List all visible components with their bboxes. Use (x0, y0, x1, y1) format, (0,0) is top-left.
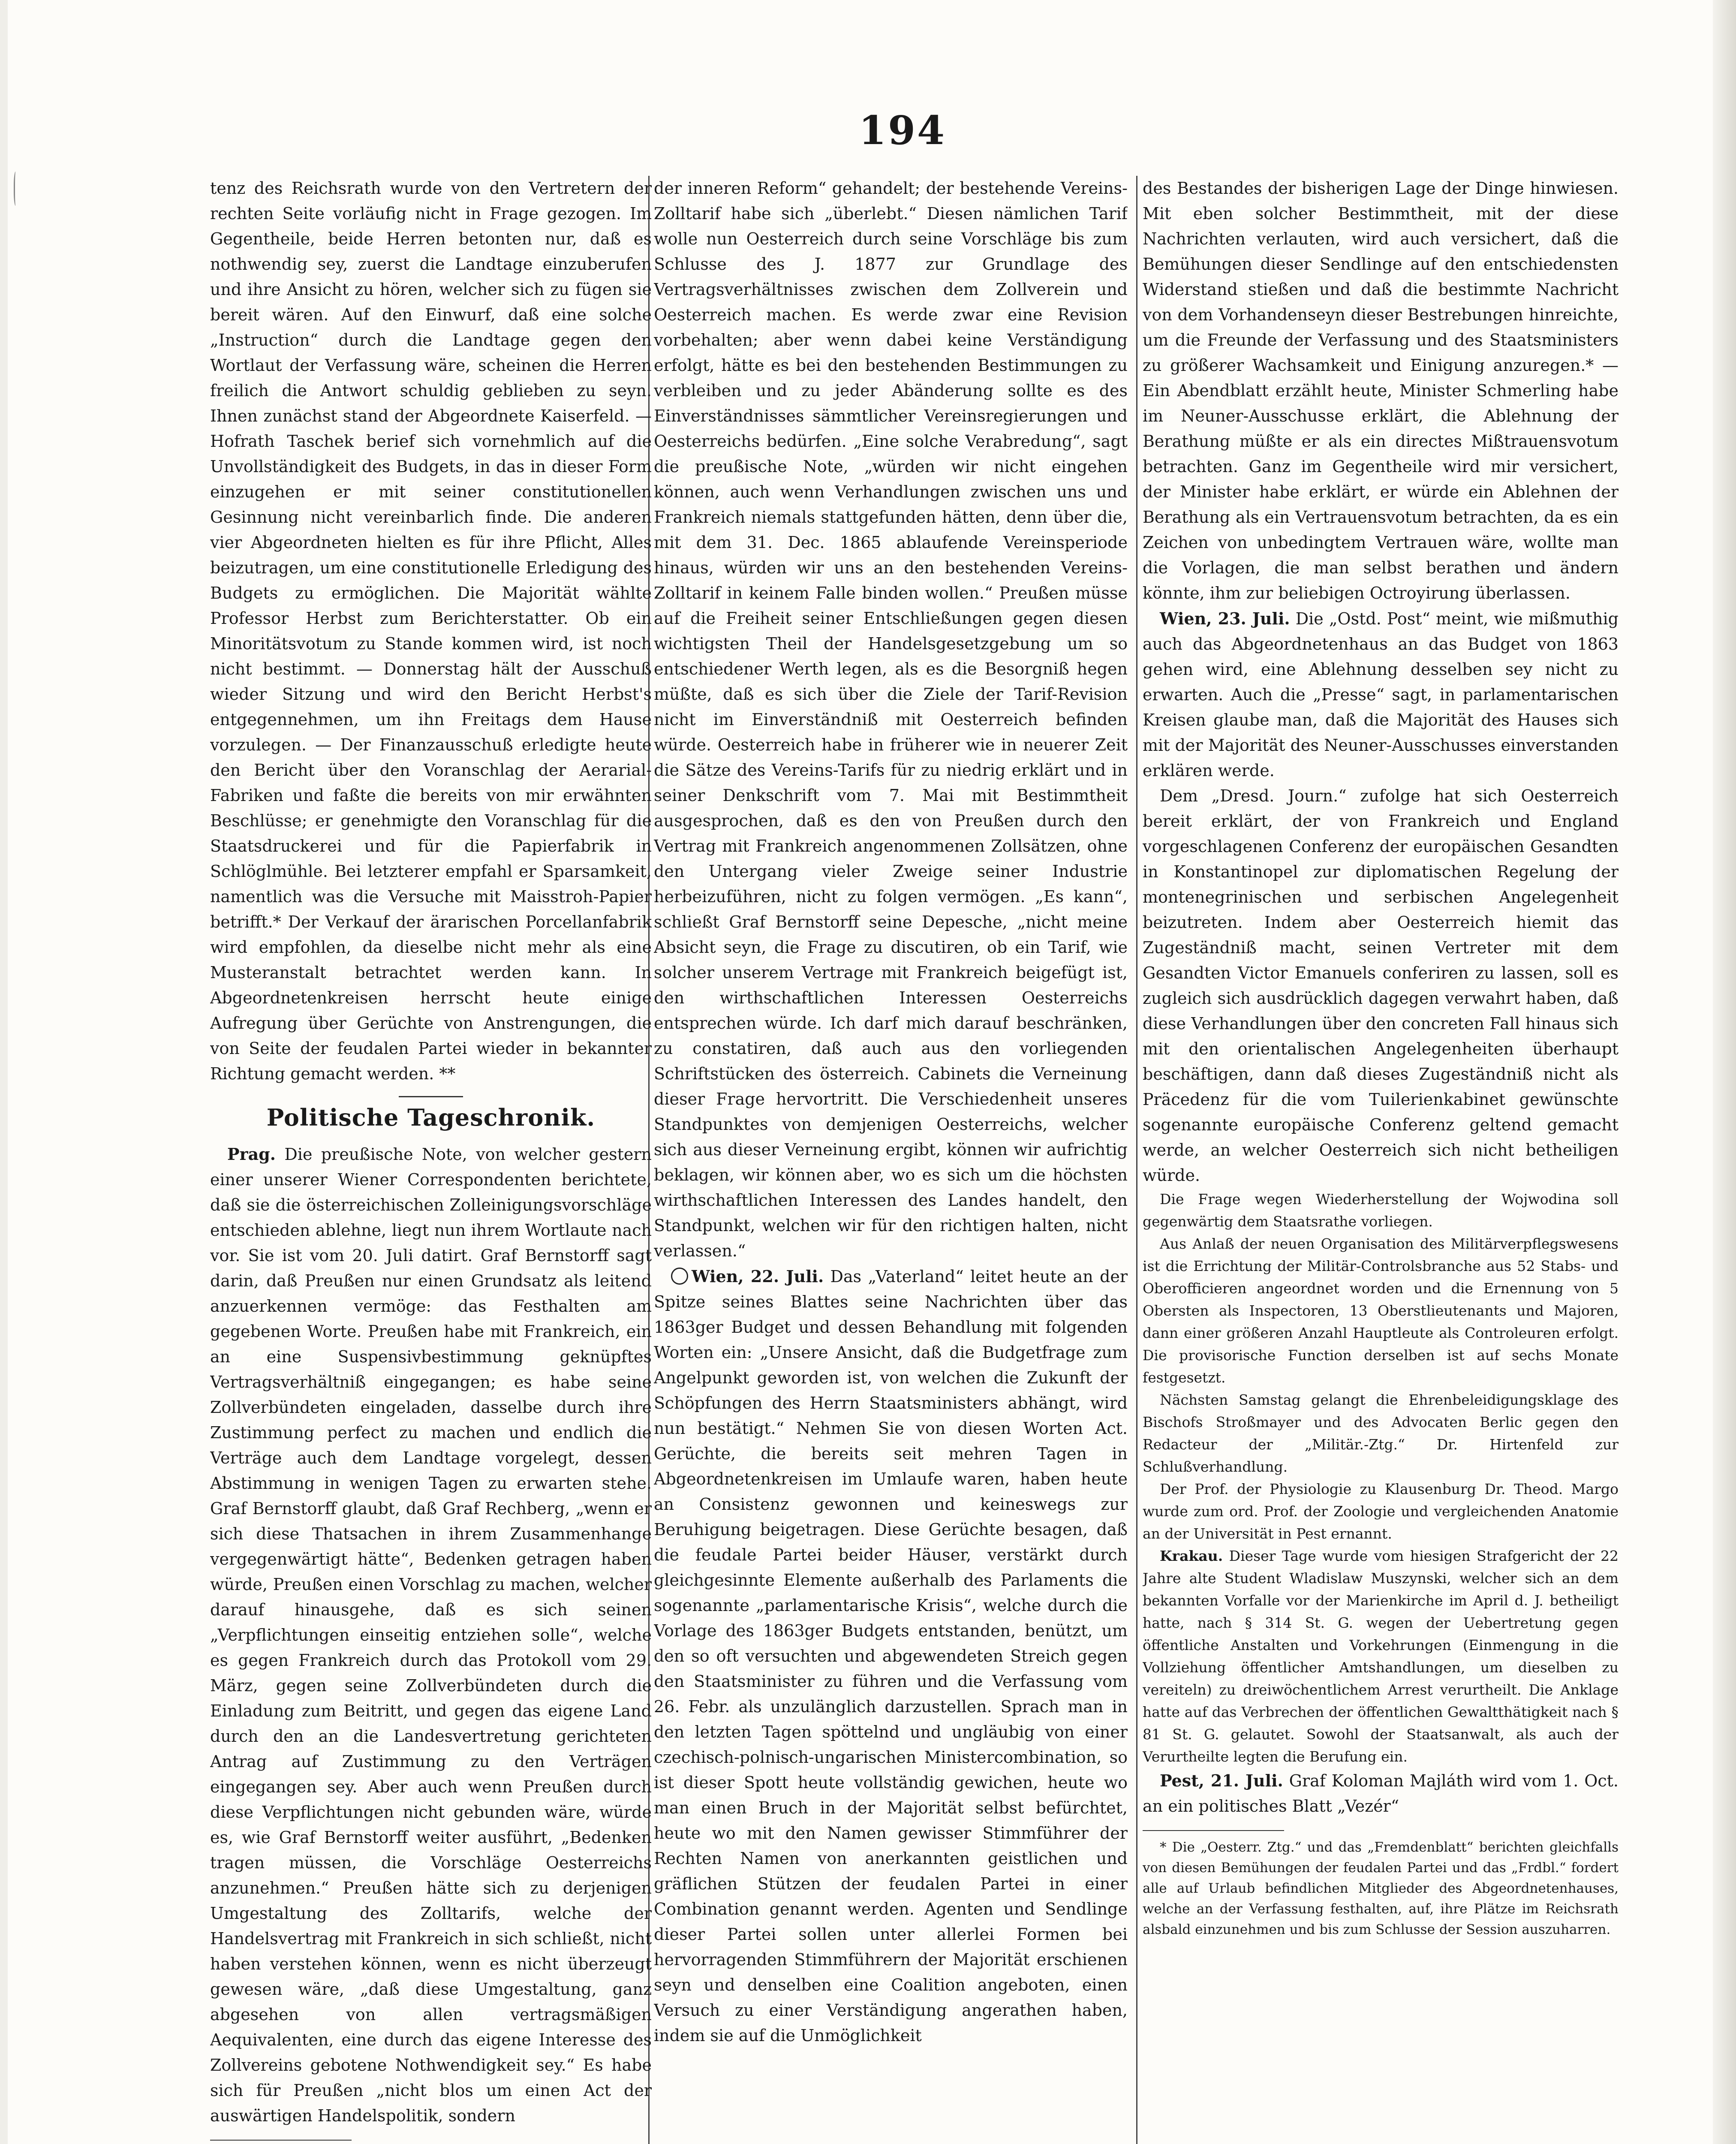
article-continuation: tenz des Reichsrath wurde von den Vertretern der rechten Seite vorläufig nicht in Frage gezogen. Im Gegentheile, beide Herren betonten nur, daß es nothwendig sey, zuerst die Landtage einzuberufen und ihre Ansicht zu hören, welcher sich zu fügen sie bereit wären. Auf den Einwurf, daß eine solche „Instruction“ durch die Landtage gegen den Wortlaut der Verfassung wäre, scheinen die Herren freilich die Antwort schuldig geblieben zu seyn. Ihnen zunächst stand der Abgeordnete Kaiserfeld. — Hofrath Taschek berief sich vornehmlich auf die Unvollständigkeit des Budgets, in das in dieser Form einzugehen er mit seiner constitutionellen Gesinnung nicht vereinbarlich finde. Die anderen vier Abgeordneten hielten es für ihre Pflicht, Alles beizutragen, um eine constitutionelle Erledigung des Budgets zu ermöglichen. Die Majorität wählte Professor Herbst zum Berichterstatter. Ob ein Minoritätsvotum zu Stande kommen wird, ist noch nicht bestimmt. — Donnerstag hält der Ausschuß wieder Sitzung und wird den Bericht Herbst's entgegennehmen, um ihn Freitags dem Hause vorzulegen. — Der Finanzausschuß erledigte heute den Bericht über den Voranschlag der Aerarial-Fabriken und faßte die bereits von mir erwähnten Beschlüsse; er genehmigte den Voranschlag für die Staatsdruckerei und für die Papierfabrik in Schlöglmühle. Bei letzterer empfahl er Sparsamkeit, namentlich was die Versuche mit Maisstroh-Papier betrifft.* Der Verkauf der ärarischen Porcellanfabrik wird empfohlen, da dieselbe nicht mehr als eine Musteranstalt betrachtet werden kann. In Abgeordnetenkreisen herrscht heute einige Aufregung über Gerüchte von Anstrengungen, die von Seite der feudalen Partei wieder in bekannter Richtung gemacht werden. ** (210, 179, 652, 1083)
footnote-3: * Die „Oesterr. Ztg.“ und das „Fremdenblatt“ berichten gleichfalls von diesen Bemühungen der feudalen Partei und das „Frdbl.“ fordert alle auf Urlaub befindlichen Mitglieder des Abgeordnetenhauses, welche an der Verfassung festhalten, auf, ihre Plätze im Reichsrath alsbald einzunehmen und bis zum Schlusse der Session auszuharren. (1143, 1840, 1619, 1937)
footnote-divider (210, 2140, 352, 2141)
section-divider (399, 1096, 463, 1097)
dateline-pest: Pest, 21. Juli. (1160, 1771, 1283, 1790)
article-wien-23-text: Die „Ostd. Post“ meint, wie mißmuthig auch das Abgeordnetenhaus an das Budget von 1863 gehen wird, eine Ablehnung desselben sey nicht zu erwarten. Auch die „Presse“ sagt, in parlamentarischen Kreisen glaube man, daß die Majorität des Hauses sich mit der Majorität des Neuner-Ausschusses einverstanden erklären werde. (1143, 609, 1619, 780)
section-title: Politische Tageschronik. (266, 1104, 596, 1131)
notice-wojwodina: Die Frage wegen Wiederherstellung der Wojwodina soll gegenwärtig dem Staatsrathe vorliegen. (1143, 1191, 1619, 1230)
article-wien-23 (1143, 606, 1619, 783)
correspondent-circle-icon (671, 1268, 688, 1285)
article-dresd-journ: Dem „Dresd. Journ.“ zufolge hat sich Oesterreich bereit erklärt, der von Frankreich und England vorgeschlagenen Conferenz der europäischen Gesandten in Konstantinopel zur diplomatischen Regelung der montenegrinischen und serbischen Angelegenheit beizutreten. Indem aber Oesterreich hiemit das Zugeständniß macht, seinen Vertreter mit dem Gesandten Victor Emanuels conferiren zu lassen, soll es zugleich sich ausdrücklich dagegen verwahrt haben, daß diese Verhandlungen über den concreten Fall hinaus sich mit den orientalischen Angelegenheiten überhaupt beschäftigen, dann daß dieses Zugeständniß nicht als Präcedenz für die vom Tuilerienkabinet gewünschte sogenannte europäische Conferenz geltend gemacht werde, an welcher Oesterreich sich nicht betheiligen würde. (1143, 786, 1619, 1185)
article-wien-22 (654, 1264, 1128, 2048)
article-wien-22-text: Das „Vaterland“ leitet heute an der Spitze seines Blattes seine Nachrichten über das 1863ger Budget und dessen Behandlung mit folgenden Worten ein: „Unsere Ansicht, daß die Budgetfrage zum Angelpunkt geworden ist, von welchen die Zukunft der Schöpfungen des Herrn Staatsministers abhängt, wird nun bestätigt.“ Nehmen Sie von diesen Worten Act. Gerüchte, die bereits seit mehren Tagen in Abgeordnetenkreisen im Umlaufe waren, haben heute an Consistenz gewonnen und keineswegs zur Beruhigung beigetragen. Diese Gerüchte besagen, daß die feudale Partei beider Häuser, verstärkt durch gleichgesinnte Elemente außerhalb des Parlaments die sogenannte „parlamentarische Krisis“, welche durch die Vorlage des 1863ger Budgets entstanden, benützt, um den so oft versuchten und abgewendeten Streich gegen den Staatsminister zu führen und die Verfassung vom 26. Febr. als unzulänglich darzustellen. Sprach man in den letzten Tagen spöttelnd und ungläubig von einer czechisch-polnisch-ungarischen Ministercombination, so ist dieser Spott heute vollständig gewichen, heute wo man einen Bruch in der Majorität selbst befürchtet, heute wo mit den Namen gewisser Stimmführer der Rechten Namen von anerkannten geistlichen und gräflichen Stützen der feudalen Partei in einer Combination genannt werden. Agenten und Sendlinge dieser Partei sollen unter allerlei Formen bei hervorragenden Stimmführern der Majorität erschienen seyn und denselben eine Coalition angeboten, einen Versuch zu einer Verständigung angerathen haben, indem sie auf die Unmöglichkeit (654, 1267, 1128, 2045)
column-1 (210, 176, 652, 2144)
article-pest-text: Graf Koloman Majláth wird vom 1. Oct. an ein politisches Blatt „Vezér“ (1143, 1771, 1619, 1816)
notice-klage: Nächsten Samstag gelangt die Ehrenbeleidigungsklage des Bischofs Stroßmayer und des Advocaten Berlic gegen den Redacteur der „Militär.-Ztg.“ Dr. Hirtenfeld zur Schlußverhandlung. (1143, 1391, 1619, 1475)
column-3 (1143, 176, 1619, 2144)
dateline-krakau: Krakau. (1160, 1548, 1223, 1564)
article-continuation-2: der inneren Reform“ gehandelt; der bestehende Vereins-Zolltarif habe sich „überlebt.“ Diesen nämlichen Tarif wolle nun Oesterreich durch seine Vorschläge bis zum Schlusse des J. 1877 zur Grundlage des Vertragsverhältnisses zwischen dem Zollverein und Oesterreich machen. Es werde zwar eine Revision vorbehalten; aber wenn dabei keine Verständigung erfolgt, hätte es bei den bestehenden Bestimmungen zu verbleiben und zu jeder Abänderung sollte es des Einverständnisses sämmtlicher Vereinsregierungen und Oesterreichs bedürfen. „Eine solche Verabredung“, sagt die preußische Note, „würden wir nicht eingehen können, auch wenn Verhandlungen zwischen uns und Frankreich niemals stattgefunden hätten, denn über die, mit dem 31. Dec. 1865 ablaufende Vereinsperiode hinaus, würden wir uns an den bestehenden Vereins-Zolltarif in keinem Falle binden wollen.“ Preußen müsse auf die Freiheit seiner Entschließungen gegen diesen wichtigsten Theil der Handelsgesetzgebung um so entschiedener Werth legen, als es die Besorgniß hegen müßte, daß es sich über die Ziele der Tarif-Revision nicht im Einverständniß mit Oesterreich befinden würde. Oesterreich habe in früherer wie in neuerer Zeit die Sätze des Vereins-Tarifs für zu niedrig erklärt und in seiner Denkschrift vom 7. Mai mit Bestimmtheit ausgesprochen, daß es den von Preußen durch den Vertrag mit Frankreich angenommenen Zollsätzen, ohne den Untergang vieler Zweige seiner Industrie herbeizuführen, nicht zu folgen vermögen. „Es kann“, schließt Graf Bernstorff seine Depesche, „nicht meine Absicht seyn, die Frage zu discutiren, ob ein Tarif, wie solcher unserem Vertrage mit Frankreich beigefügt ist, den wirthschaftlichen Interessen Oesterreichs entsprechen würde. Ich darf mich darauf beschränken, zu constatiren, daß auch aus den vorliegenden Schriftstücken des österreich. Cabinets die Verneinung dieser Frage hervortritt. Die Verschiedenheit unseres Standpunktes von demjenigen Oesterreichs, welcher sich aus dieser Verneinung ergibt, können wir aufrichtig beklagen, wir können aber, wo es sich um die höchsten wirthschaftlichen Interessen des Landes handelt, den Standpunkt, welchen wir für den richtigen halten, nicht verlassen.“ (654, 179, 1128, 1260)
dateline-wien-23: Wien, 23. Juli. (1160, 609, 1290, 628)
margin-mark (14, 172, 18, 206)
article-pest (1143, 1768, 1619, 1819)
page-edge-right (1713, 0, 1736, 2144)
dateline-wien-22: Wien, 22. Juli. (692, 1267, 824, 1286)
article-krakau (1143, 1545, 1619, 1768)
footnote-divider-3 (1143, 1830, 1284, 1831)
article-prag-text: Die preußische Note, von welcher gestern einer unserer Wiener Correspondenten berichtete, daß sie die österreichischen Zolleinigungsvorschläge entschieden ablehne, liegt nun ihrem Wortlaute nach vor. Sie ist vom 20. Juli datirt. Graf Bernstorff sagt darin, daß Preußen nur einen Grundsatz als leitend anzuerkennen vermöge: das Festhalten am gegebenen Worte. Preußen habe mit Frankreich, ein an eine Suspensivbestimmung geknüpftes Vertragsverhältniß eingegangen; es habe seine Zollverbündeten eingeladen, dasselbe durch ihre Zustimmung perfect zu machen und endlich die Verträge auch dem Landtage vorgelegt, dessen Abstimmung in wenigen Tagen zu erwarten stehe. Graf Bernstorff glaubt, daß Graf Rechberg, „wenn er sich diese Thatsachen in ihrem Zusammenhange vergegenwärtigt hätte“, Bedenken getragen haben würde, Preußen einen Vorschlag zu machen, welcher darauf hinausgehe, daß es sich seinen „Verpflichtungen einseitig entziehen solle“, welche es gegen Frankreich durch das Protokoll vom 29. März, gegen seine Zollverbündeten durch die Einladung zum Beitritt, und gegen das eigene Land durch den an die Landesvertretung gerichteten Antrag auf Zustimmung zu den Verträgen eingegangen sey. Aber auch wenn Preußen durch diese Verpflichtungen nicht gebunden wäre, würde es, wie Graf Bernstorff weiter ausführt, „Bedenken tragen müssen, die Vorschläge Oesterreichs anzunehmen.“ Preußen hätte sich zu derjenigen Umgestaltung des Zolltarifs, welche der Handelsvertrag mit Frankreich in sich schließt, nicht haben verstehen können, wenn es nicht überzeugt gewesen wäre, „daß diese Umgestaltung, ganz abgesehen von allen vertragsmäßigen Aequivalenten, eine durch das eigene Interesse des Zollvereins gebotene Nothwendigkeit sey.“ Es habe sich für Preußen „nicht blos um einen Act der auswärtigen Handelspolitik, sondern (210, 1145, 652, 2125)
article-krakau-text: Dieser Tage wurde vom hiesigen Strafgericht der 22 Jahre alte Student Wladislaw Muszynski, welcher sich an dem bekannten Vorfalle vor der Marienkirche im April d. J. betheiligt hatte, nach § 314 St. G. wegen der Uebertretung gegen öffentliche Anstalten und Vorkehrungen (Einmengung in die Vollziehung öffentlicher Amtshandlungen, um dieselben zu vereiteln) zu dreiwöchentlichem Arrest verurtheilt. Die Anklage hatte auf das Verbrechen der öffentlichen Gewaltthätigkeit nach § 81 St. G. gelautet. Sowohl der Staatsanwalt, als auch der Verurtheilte legten die Berufung ein. (1143, 1548, 1619, 1765)
page-number: 194 (858, 107, 947, 154)
page-edge-left (0, 0, 8, 2144)
dateline-prag: Prag. (227, 1144, 276, 1164)
column-rule-right (1136, 176, 1137, 2144)
notice-militaer: Aus Anlaß der neuen Organisation des Militärverpflegswesens ist die Errichtung der Militär-Controlsbranche aus 52 Stabs- und Oberofficieren angeordnet worden und die Ernennung von 5 Obersten als Inspectoren, 13 Oberstlieutenants und Majoren, dann einer größeren Anzahl Hauptleute als Controleuren erfolgt. Die provisorische Function derselben ist auf sechs Monate festgesetzt. (1143, 1235, 1619, 1386)
article-continuation-3: des Bestandes der bisherigen Lage der Dinge hinwiesen. Mit eben solcher Bestimmtheit, mit der diese Nachrichten verlauten, wird auch versichert, daß die Bemühungen dieser Sendlinge auf den entschiedensten Widerstand stießen und daß die bestimmte Nachricht von dem Vorhandenseyn dieser Bestrebungen hinreichte, um die Freunde der Verfassung und des Staatsministers zu größerer Wachsamkeit und Einigung anzuregen.* — Ein Abendblatt erzählt heute, Minister Schmerling habe im Neuner-Ausschusse erklärt, die Ablehnung der Berathung müßte er als ein directes Mißtrauensvotum betrachten. Ganz im Gegentheile wird mir versichert, der Minister habe erklärt, er würde ein Ablehnen der Berathung als ein Vertrauensvotum betrachten, da es ein Zeichen von unbedingtem Vertrauen wäre, wollte man die Vorlagen, die man selbst berathen und ändern könnte, ihm zur beliebigen Octroyirung überlassen. (1143, 179, 1619, 602)
column-2 (654, 176, 1128, 2144)
article-prag (210, 1141, 652, 2129)
notice-professor: Der Prof. der Physiologie zu Klausenburg Dr. Theod. Margo wurde zum ord. Prof. der Zoologie und vergleichenden Anatomie an der Universität in Pest ernannt. (1143, 1481, 1619, 1542)
